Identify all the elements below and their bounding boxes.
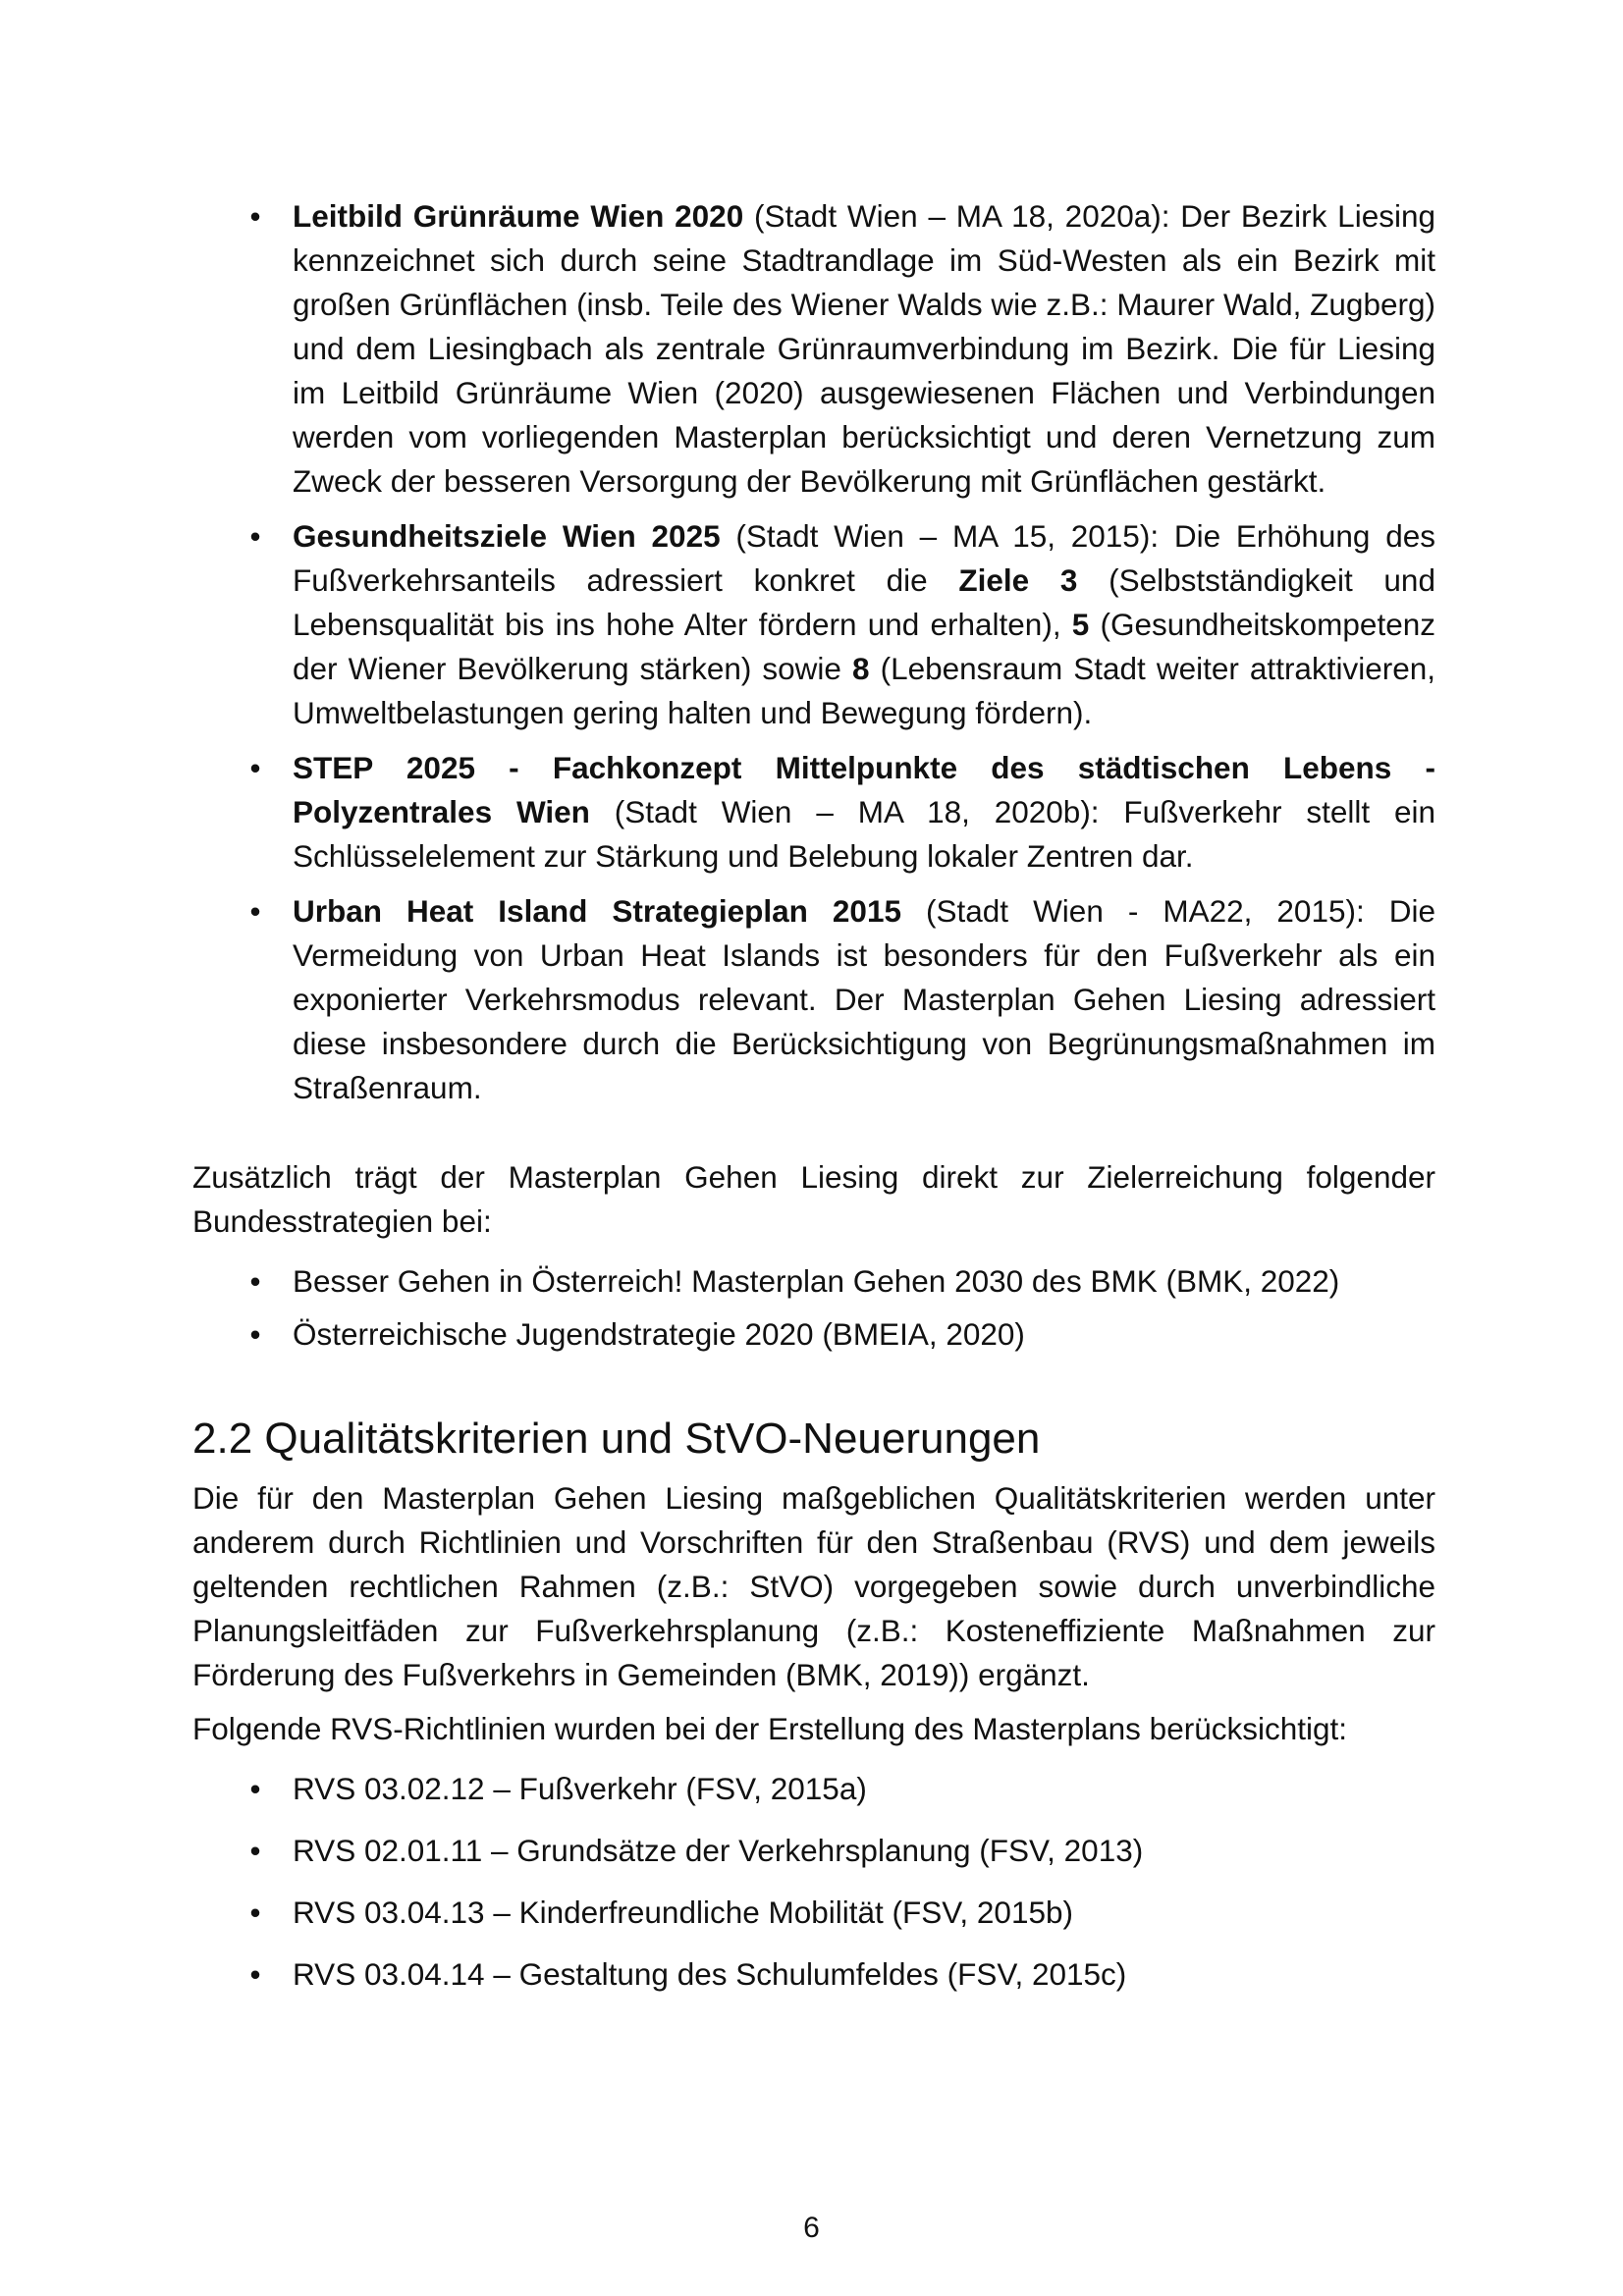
list-item: • RVS 03.04.13 – Kinderfreundliche Mobilität (FSV, 2015b) (192, 1891, 1435, 1935)
list-item: • STEP 2025 - Fachkonzept Mittelpunkte des städtischen Lebens - Polyzentrales Wien (Stadt Wien – MA 18, 2020b): Fußverkehr stellt ein Schlüsselelement zur Stärkung und Belebung lokaler Zentren dar. (192, 746, 1435, 879)
strategies-list (192, 194, 1435, 1110)
list-item: • Besser Gehen in Österreich! Masterplan Gehen 2030 des BMK (BMK, 2022) (192, 1259, 1435, 1304)
section-heading: 2.2 Qualitätskriterien und StVO-Neuerungen (192, 1415, 1041, 1463)
list-item: • Gesundheitsziele Wien 2025 (Stadt Wien – MA 15, 2015): Die Erhöhung des Fußverkehrsanteils adressiert konkret die Ziele 3 (Selbstständigkeit und Lebensqualität bis ins hohe Alter fördern und erhalten), 5 (Gesundheitskompetenz der Wiener Bevölkerung stärken) sowie 8 (Lebensraum Stadt weiter attraktivieren, Umweltbelastungen gering halten und Bewegung fördern). (192, 514, 1435, 735)
federal-list (192, 1259, 1435, 1357)
bullet-icon: • (249, 1833, 261, 1868)
bullet-icon: • (249, 1316, 261, 1352)
federal-intro: Zusätzlich trägt der Masterplan Gehen Liesing direkt zur Zielerreichung folgender Bundesstrategien bei: (192, 1159, 1435, 1239)
bullet-icon: • (249, 750, 261, 785)
rvs-list (192, 1767, 1435, 1997)
section-paragraph: Die für den Masterplan Gehen Liesing maßgeblichen Qualitätskriterien werden unter anderem durch Richtlinien und Vorschriften für den Straßenbau (RVS) und dem jeweils geltenden rechtlichen Rahmen (z.B.: StVO) vorgegeben sowie durch unverbindliche Planungsleitfäden zur Fußverkehrsplanung (z.B.: Kosteneffiziente Maßnahmen zur Förderung des Fußverkehrs in Gemeinden (BMK, 2019)) ergänzt. (192, 1480, 1435, 1692)
rvs-intro: Folgende RVS-Richtlinien wurden bei der Erstellung des Masterplans berücksichtigt: (192, 1711, 1348, 1746)
bullet-icon: • (249, 893, 261, 929)
bullet-icon: • (249, 198, 261, 234)
bullet-icon: • (249, 518, 261, 554)
list-item: • Österreichische Jugendstrategie 2020 (BMEIA, 2020) (192, 1312, 1435, 1357)
list-item: • RVS 03.04.14 – Gestaltung des Schulumfeldes (FSV, 2015c) (192, 1952, 1435, 1997)
page-content (192, 194, 1435, 2014)
bullet-icon: • (249, 1895, 261, 1930)
list-item: • RVS 03.02.12 – Fußverkehr (FSV, 2015a) (192, 1767, 1435, 1811)
bullet-icon: • (249, 1263, 261, 1299)
list-item: • Urban Heat Island Strategieplan 2015 (Stadt Wien - MA22, 2015): Die Vermeidung von Urban Heat Islands ist besonders für den Fußverkehr als ein exponierter Verkehrsmodus relevant. Der Masterplan Gehen Liesing adressiert diese insbesondere durch die Berücksichtigung von Begrünungsmaßnahmen im Straßenraum. (192, 889, 1435, 1110)
list-item: • RVS 02.01.11 – Grundsätze der Verkehrsplanung (FSV, 2013) (192, 1829, 1435, 1873)
bullet-icon: • (249, 1956, 261, 1992)
list-item: • Leitbild Grünräume Wien 2020 (Stadt Wien – MA 18, 2020a): Der Bezirk Liesing kennzeichnet sich durch seine Stadtrandlage im Süd-Westen als ein Bezirk mit großen Grünflächen (insb. Teile des Wiener Walds wie z.B.: Maurer Wald, Zugberg) und dem Liesingbach als zentrale Grünraumverbindung im Bezirk. Die für Liesing im Leitbild Grünräume Wien (2020) ausgewiesenen Flächen und Verbindungen werden vom vorliegenden Masterplan berücksichtigt und deren Vernetzung zum Zweck der besseren Versorgung der Bevölkerung mit Grünflächen gestärkt. (192, 194, 1435, 504)
page-number: 6 (803, 2212, 820, 2244)
bullet-icon: • (249, 1771, 261, 1806)
